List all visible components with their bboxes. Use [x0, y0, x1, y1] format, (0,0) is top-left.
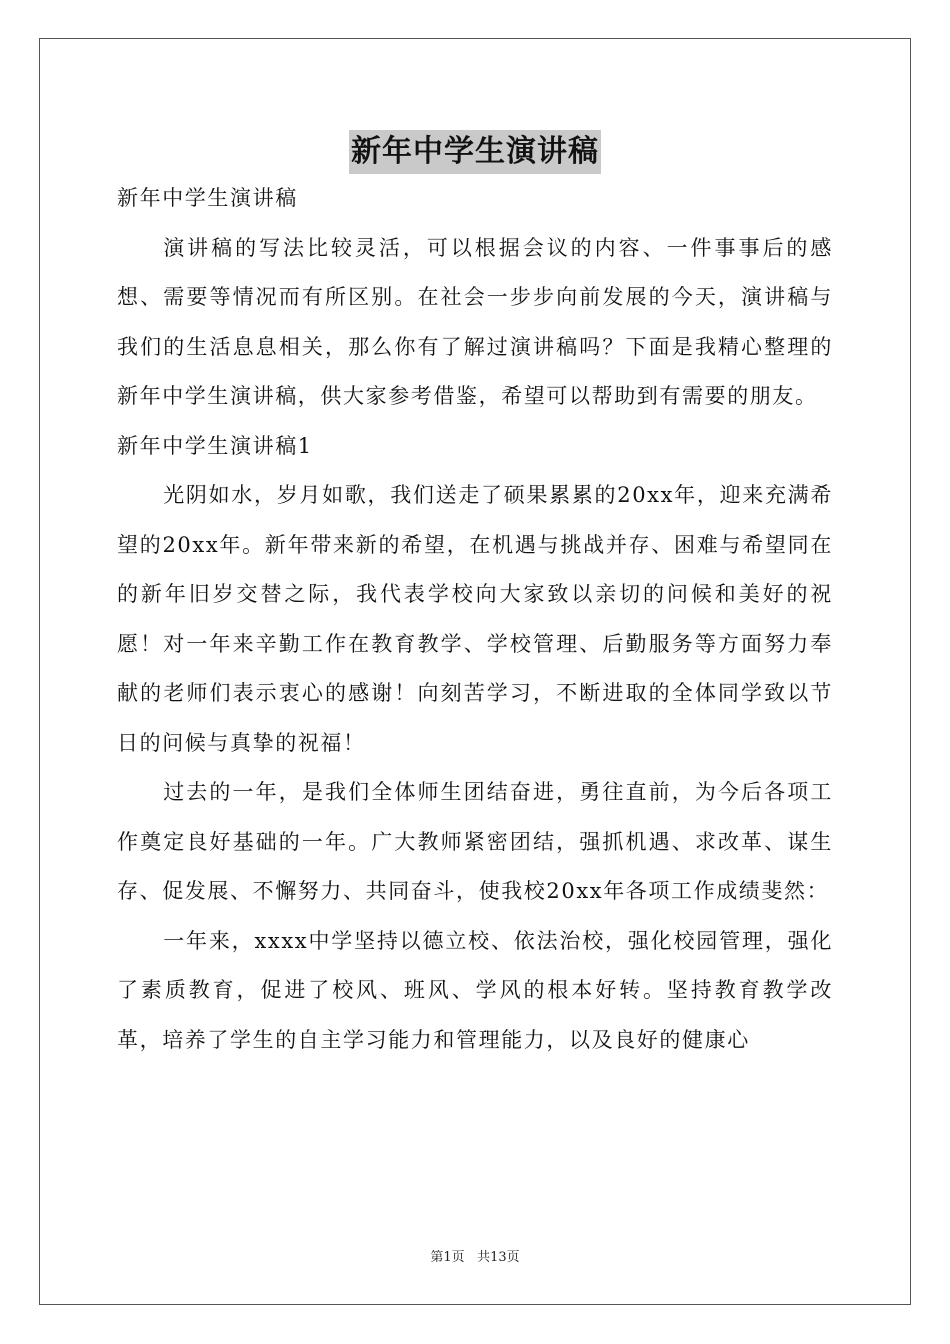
document-body	[117, 174, 833, 1065]
body-paragraph: 光阴如水，岁月如歌，我们送走了硕果累累的20xx年，迎来充满希望的20xx年。新年带来新的希望，在机遇与挑战并存、困难与希望同在的新年旧岁交替之际，我代表学校向大家致以亲切的问候和美好的祝愿！对一年来辛勤工作在教育教学、学校管理、后勤服务等方面努力奉献的老师们表示衷心的感谢！向刻苦学习，不断进取的全体同学致以节日的问候与真挚的祝福！	[117, 483, 833, 755]
body-paragraph: 过去的一年，是我们全体师生团结奋进，勇往直前，为今后各项工作奠定良好基础的一年。广大教师紧密团结，强抓机遇、求改革、谋生存、促发展、不懈努力、共同奋斗，使我校20xx年各项工作成绩斐然：	[117, 780, 833, 903]
page-footer	[0, 1246, 950, 1265]
body-paragraph: 演讲稿的写法比较灵活，可以根据会议的内容、一件事事后的感想、需要等情况而有所区别。在社会一步步向前发展的今天，演讲稿与我们的生活息息相关，那么你有了解过演讲稿吗？下面是我精心整理的新年中学生演讲稿，供大家参考借鉴，希望可以帮助到有需要的朋友。	[117, 235, 833, 408]
page-total: 共13页	[477, 1250, 520, 1265]
document-title	[0, 128, 950, 174]
body-paragraph: 一年来，xxxx中学坚持以德立校、依法治校，强化校园管理，强化了素质教育，促进了校风、班风、学风的根本好转。坚持教育教学改革，培养了学生的自主学习能力和管理能力，以及良好的健康心	[117, 928, 833, 1052]
page-number: 第1页	[430, 1250, 465, 1265]
section-heading: 新年中学生演讲稿1	[117, 433, 313, 458]
section-heading: 新年中学生演讲稿	[117, 186, 298, 210]
document-title-text: 新年中学生演讲稿	[349, 130, 601, 174]
